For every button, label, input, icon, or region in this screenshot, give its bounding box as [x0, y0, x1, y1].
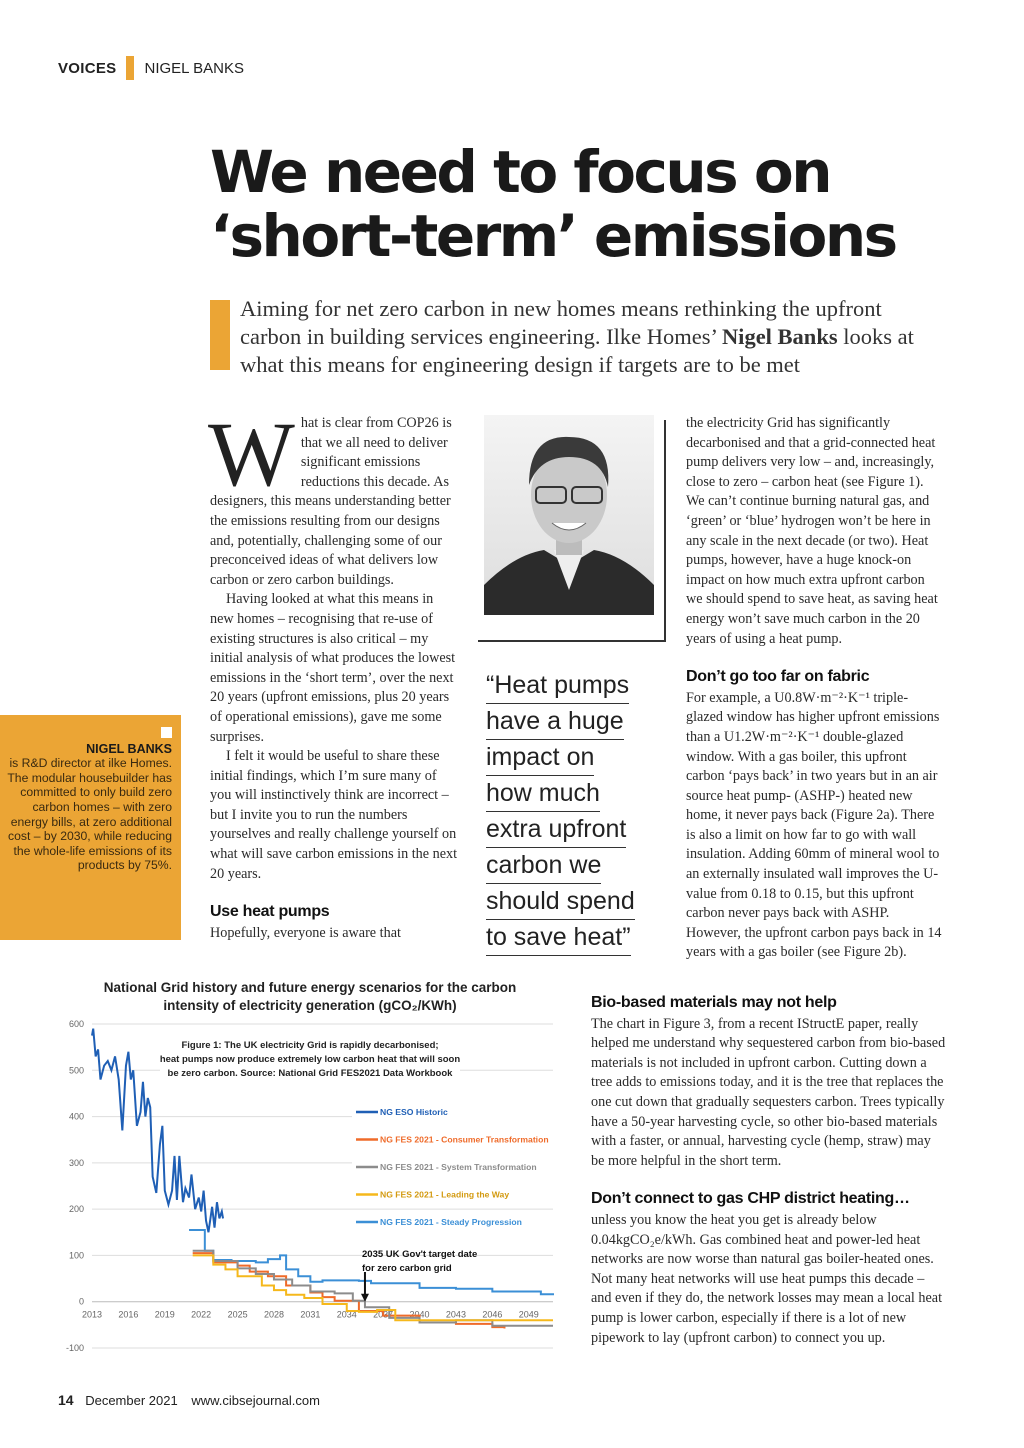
issue-date: December 2021: [85, 1393, 178, 1408]
author-photo: [484, 415, 654, 615]
paragraph: the electricity Grid has significantly decarbonised and that a grid-connected heat pump delivers very low – and, increasingly, close to zero – carbon heat (see Figure 1). We can’t continue burning natural gas, and ‘green’ or ‘blue’ hydrogen won’t be here in any scale in the next decade (or two). Heat pumps, however, have a huge knock-on impact on how much extra upfront carbon we should spend to save heat, as saving heat energy won’t save much carbon in the 20 years of using a heat pump.: [686, 415, 938, 647]
legend-label: NG FES 2021 - Consumer Transformation: [380, 1134, 549, 1145]
x-tick-label: 2028: [263, 1309, 284, 1320]
figure-1-chart: [0, 960, 580, 1360]
chart-caption-line: Figure 1: The UK electricity Grid is rapidly decarbonised;: [181, 1040, 439, 1051]
subheading: Use heat pumps: [210, 903, 330, 921]
standfirst-author: Nigel Banks: [721, 324, 838, 349]
standfirst-bar: [210, 300, 230, 370]
legend-label: NG FES 2021 - System Transformation: [380, 1162, 537, 1172]
standfirst-text-end: looks at what this means for engineering design if targets are to be met: [240, 324, 914, 377]
x-tick-label: 2043: [445, 1309, 466, 1320]
paragraph: I felt it would be useful to share these initial findings, which I’m sure many of you will instinctively think are incorrect – but I invite you to run the numbers yourselves and really challenge yourself on what will save carbon emissions in the next 20 years.: [210, 748, 458, 882]
standfirst-text: Aiming for net zero carbon in new homes means rethinking the upfront carbon in building services engineering. Ilke Homes’: [240, 296, 882, 349]
annotation-text: 2035 UK Gov't target date: [362, 1249, 478, 1260]
x-tick-label: 2013: [81, 1309, 103, 1320]
y-tick-label: 400: [68, 1111, 84, 1122]
drop-cap: W: [208, 403, 295, 505]
annotation-text: for zero carbon grid: [362, 1263, 452, 1274]
x-tick-label: 2019: [154, 1309, 175, 1320]
chart-title-line1: National Grid history and future energy scenarios for the carbon: [103, 980, 517, 995]
section-divider: [126, 56, 134, 80]
y-tick-label: 100: [68, 1250, 84, 1261]
x-tick-label: 2046: [482, 1309, 503, 1320]
section-author: NIGEL BANKS: [144, 59, 244, 77]
x-tick-label: 2040: [409, 1309, 430, 1320]
quote-line: carbon we: [486, 848, 601, 884]
subheading: Don’t connect to gas CHP district heating…: [591, 1190, 910, 1208]
column-3: [686, 414, 942, 963]
bio-text: is R&D director at ilke Homes. The modular housebuilder has committed to only build zero carbon homes – with zero energy bills, at zero additional cost – by 2030, while reducing the whole-life emissions of its products by 75%.: [7, 756, 172, 873]
x-tick-label: 2037: [373, 1309, 394, 1320]
x-tick-label: 2049: [518, 1309, 539, 1320]
x-tick-label: 2031: [300, 1309, 321, 1320]
author-bio-box: [0, 715, 181, 940]
subheading: Bio-based materials may not help: [591, 994, 837, 1011]
y-tick-label: 500: [68, 1065, 84, 1076]
quote-line: should spend: [486, 884, 635, 920]
quote-line: how much: [486, 776, 600, 812]
subheading: Don’t go too far on fabric: [686, 668, 870, 686]
section-label: VOICES: [58, 59, 117, 77]
bio-name: NIGEL BANKS: [86, 741, 172, 756]
y-tick-label: 200: [68, 1204, 84, 1215]
paragraph: Having looked at what this means in new homes – recognising that re-use of existing structures is also critical – my initial analysis of what produces the lowest emissions in the ‘short term’, over the next 20 years (upfront emissions, plus 20 years of operational emissions), gave me some surprises.: [210, 591, 456, 745]
quote-line: extra upfront: [486, 812, 626, 848]
paragraph: The chart in Figure 3, from a recent IStructE paper, really helped me understand why sequestered carbon from bio-based materials is not included in upfront carbon. Cutting down a tree adds to emissions today, and it is the tree that replaces the one cut down that gradually sequesters carbon. Trees typically have a 50-year harvesting cycle, so other bio-based materials with a faster, or annual, harvesting cycle (hemp, straw) may be more helpful in the short term.: [591, 1015, 946, 1169]
x-tick-label: 2022: [191, 1309, 212, 1320]
website-link[interactable]: www.cibsejournal.com: [191, 1393, 320, 1408]
y-tick-label: -100: [65, 1343, 84, 1353]
quote-line: have a huge: [486, 704, 624, 740]
y-tick-label: 300: [68, 1157, 84, 1168]
column-1: [208, 403, 458, 943]
paragraph: unless you know the heat you get is already below 0.04kgCO₂e/kWh. Gas combined heat and power-led heat networks are now worse than natural gas boiler-heated ones. Not many heat networks will use heat pumps this decade – and even if they do, the network losses may mean a local heat pump is lower carbon, especially if there is a lot of new pipework to lay (upfront carbon) to connect you up.: [591, 1211, 943, 1346]
quote-line: to save heat”: [486, 920, 631, 956]
chart-caption-line: be zero carbon. Source: National Grid FES2021 Data Workbook: [167, 1068, 453, 1079]
x-tick-label: 2016: [118, 1309, 139, 1320]
paragraph: hat is clear from COP26 is that we all need to deliver significant emissions reductions this decade. As designers, this means understanding better the emissions resulting from our designs and, potentially, challenging some of our preconceived ideas of what delivers low carbon or zero carbon buildings.: [210, 415, 452, 588]
paragraph: For example, a U0.8W·m⁻²·K⁻¹ triple-glazed window has higher upfront emissions than a U1.2W·m⁻²·K⁻¹ double-glazed window. With a gas boiler, this upfront carbon ‘pays back’ in two years but in an air source heat pump- (ASHP-) heated new home, it never pays back (Figure 2a). There is also a limit on how far to go with wall insulation. Adding 60mm of mineral wool to an externally insulated wall improves the U-value from 0.18 to 0.15, but this upfront carbon never pays back with ASHP. However, the upfront carbon pays back in 14 years with a gas boiler (see Figure 2b).: [686, 689, 942, 961]
pull-quote: [486, 668, 646, 956]
page-footer: [58, 1392, 320, 1408]
section-header: [58, 56, 244, 80]
legend-label: NG FES 2021 - Steady Progression: [380, 1217, 522, 1227]
square-marker-icon: [161, 727, 172, 738]
y-tick-label: 0: [78, 1296, 84, 1307]
legend-label: NG ESO Historic: [380, 1107, 448, 1117]
paragraph: Hopefully, everyone is aware that: [210, 924, 401, 941]
headline: We need to focus on ‘short-term’ emissions: [210, 138, 896, 270]
x-tick-label: 2034: [336, 1309, 357, 1320]
quote-line: “Heat pumps: [486, 668, 629, 704]
quote-line: impact on: [486, 740, 594, 776]
x-tick-label: 2025: [227, 1309, 248, 1320]
standfirst: [240, 295, 930, 379]
page-number: 14: [58, 1392, 74, 1408]
legend-label: NG FES 2021 - Leading the Way: [380, 1189, 510, 1200]
column-4: [591, 975, 946, 1348]
chart-title-line2: intensity of electricity generation (gCO₂/KWh): [163, 998, 457, 1013]
y-tick-label: 600: [68, 1019, 84, 1029]
chart-caption-line: heat pumps now produce extremely low carbon heat that will soon: [159, 1054, 461, 1065]
